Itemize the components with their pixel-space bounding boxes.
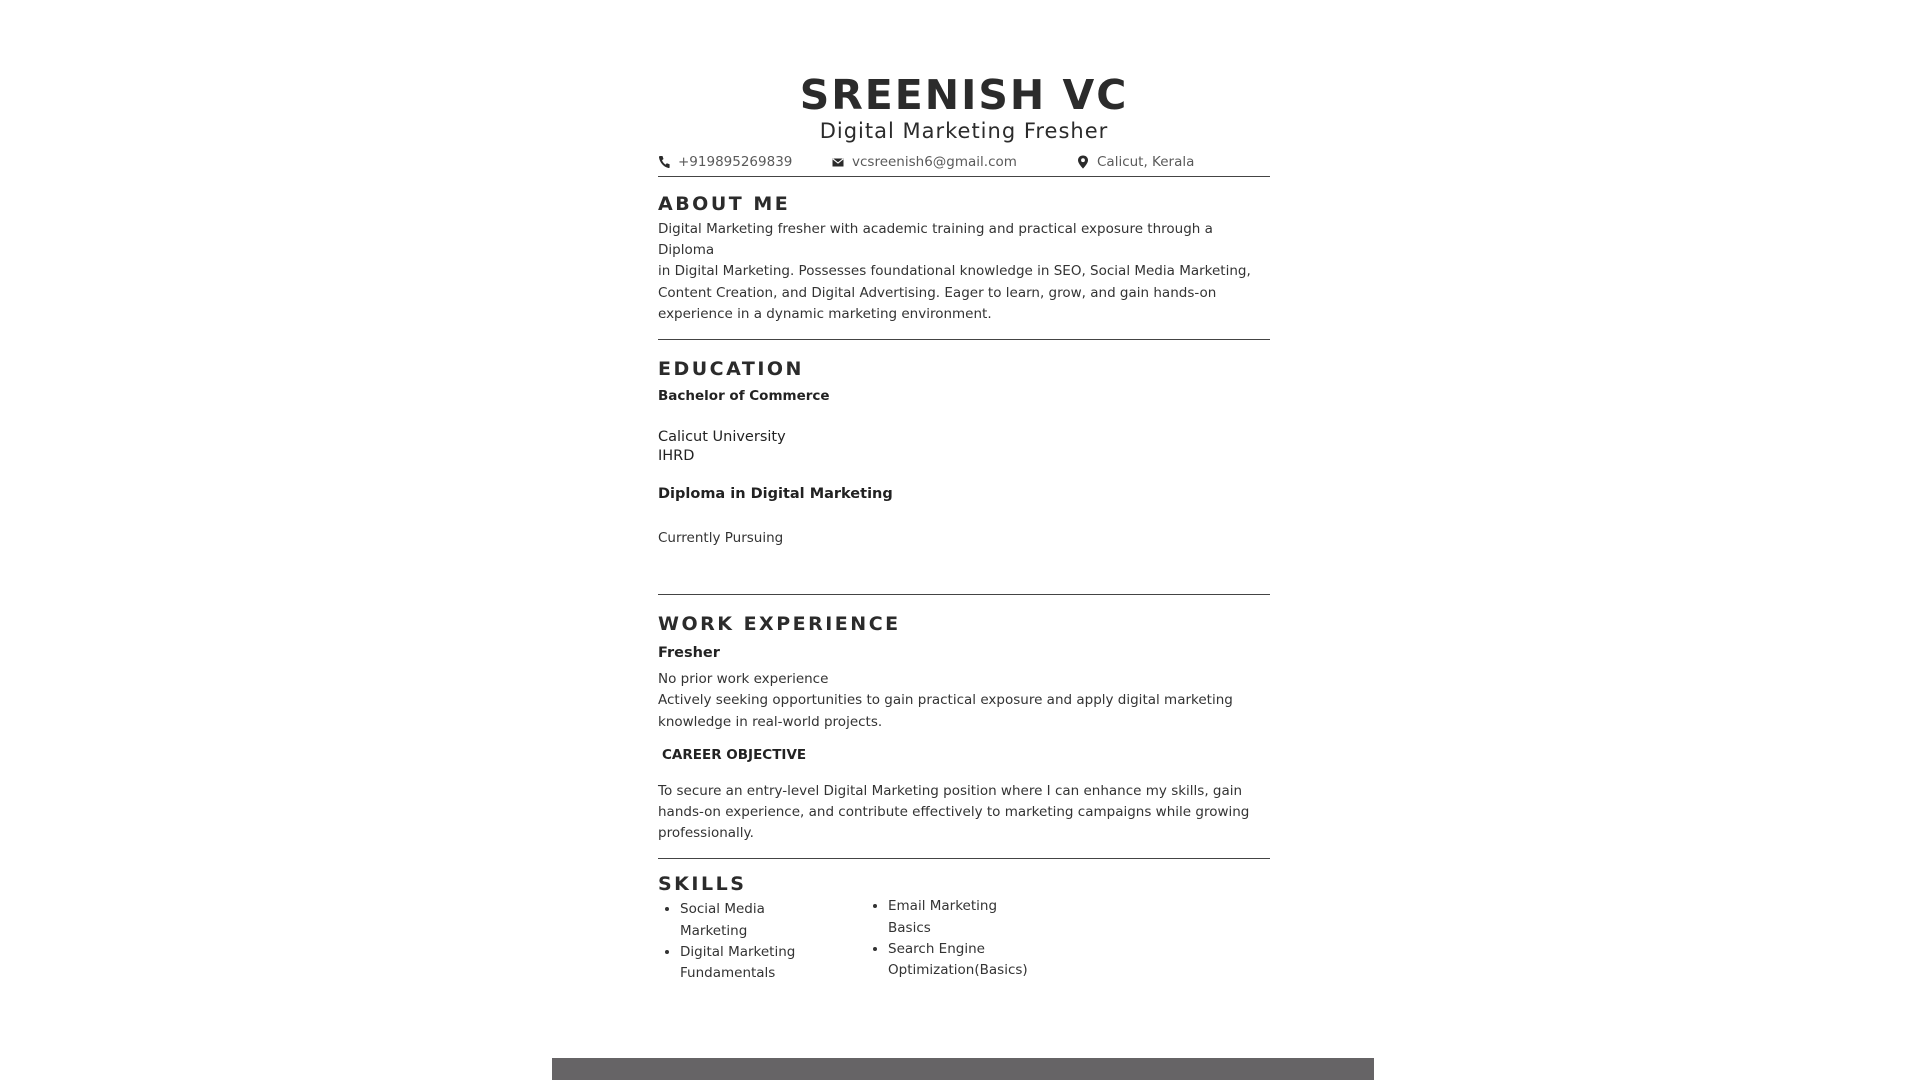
work-heading: WORK EXPERIENCE [658, 613, 901, 636]
about-line: Content Creation, and Digital Advertising. Eager to learn, grow, and gain hands-on [658, 284, 1217, 301]
objective-text [658, 781, 1270, 845]
university-name: Calicut University [658, 429, 786, 446]
candidate-title: Digital Marketing Fresher [819, 119, 1109, 143]
candidate-name: SREENISH VC [799, 71, 1129, 119]
about-line: experience in a dynamic marketing environment. [658, 305, 992, 322]
degree-diploma: Diploma in Digital Marketing [658, 486, 893, 503]
diploma-status: Currently Pursuing [658, 530, 784, 547]
about-line: in Digital Marketing. Possesses foundational knowledge in SEO, Social Media Marketing, [658, 263, 1251, 280]
resume [658, 72, 1270, 1005]
about-heading: ABOUT ME [658, 193, 791, 215]
institute-name: IHRD [658, 448, 695, 465]
skills-heading: SKILLS [658, 873, 747, 896]
skill-item: • Email Marketing Basics [888, 896, 1028, 938]
contact-row [658, 150, 1270, 176]
work-line: No prior work experience [658, 671, 829, 688]
about-text [658, 219, 1270, 325]
skill-item: • Social Media Marketing [680, 899, 795, 941]
work-line: Actively seeking opportunities to gain practical exposure and apply digital marketing [658, 692, 1233, 709]
objective-line: hands-on experience, and contribute effectively to marketing campaigns while growing [658, 804, 1250, 821]
degree-bcom: Bachelor of Commerce [658, 388, 830, 405]
skills-column-2 [866, 896, 1028, 981]
contact-location [1077, 154, 1194, 170]
skills-column-1 [658, 899, 795, 984]
skill-item: • Search Engine Optimization(Basics) [888, 939, 1028, 981]
phone-icon [658, 155, 670, 169]
objective-line: professionally. [658, 825, 754, 842]
location-text: Calicut, Kerala [1097, 154, 1195, 170]
skill-item: • Digital Marketing Fundamentals [680, 942, 795, 984]
work-role: Fresher [658, 645, 720, 662]
work-line: knowledge in real-world projects. [658, 713, 883, 730]
skills-list [658, 895, 1270, 1005]
education-heading: EDUCATION [658, 358, 804, 381]
contact-phone [658, 154, 792, 170]
work-text [658, 669, 1270, 733]
email-text: vcsreenish6@gmail.com [852, 154, 1017, 170]
objective-line: To secure an entry-level Digital Marketing position where I can enhance my skills, gain [658, 782, 1243, 799]
objective-heading: CAREER OBJECTIVE [662, 746, 807, 763]
about-line: Digital Marketing fresher with academic training and practical exposure through a Diploma [658, 221, 1213, 259]
map-pin-icon [1077, 155, 1089, 169]
mail-icon [832, 155, 844, 169]
contact-email [832, 154, 1017, 170]
phone-text: +919895269839 [678, 154, 793, 170]
footer-bar [552, 1058, 1374, 1080]
